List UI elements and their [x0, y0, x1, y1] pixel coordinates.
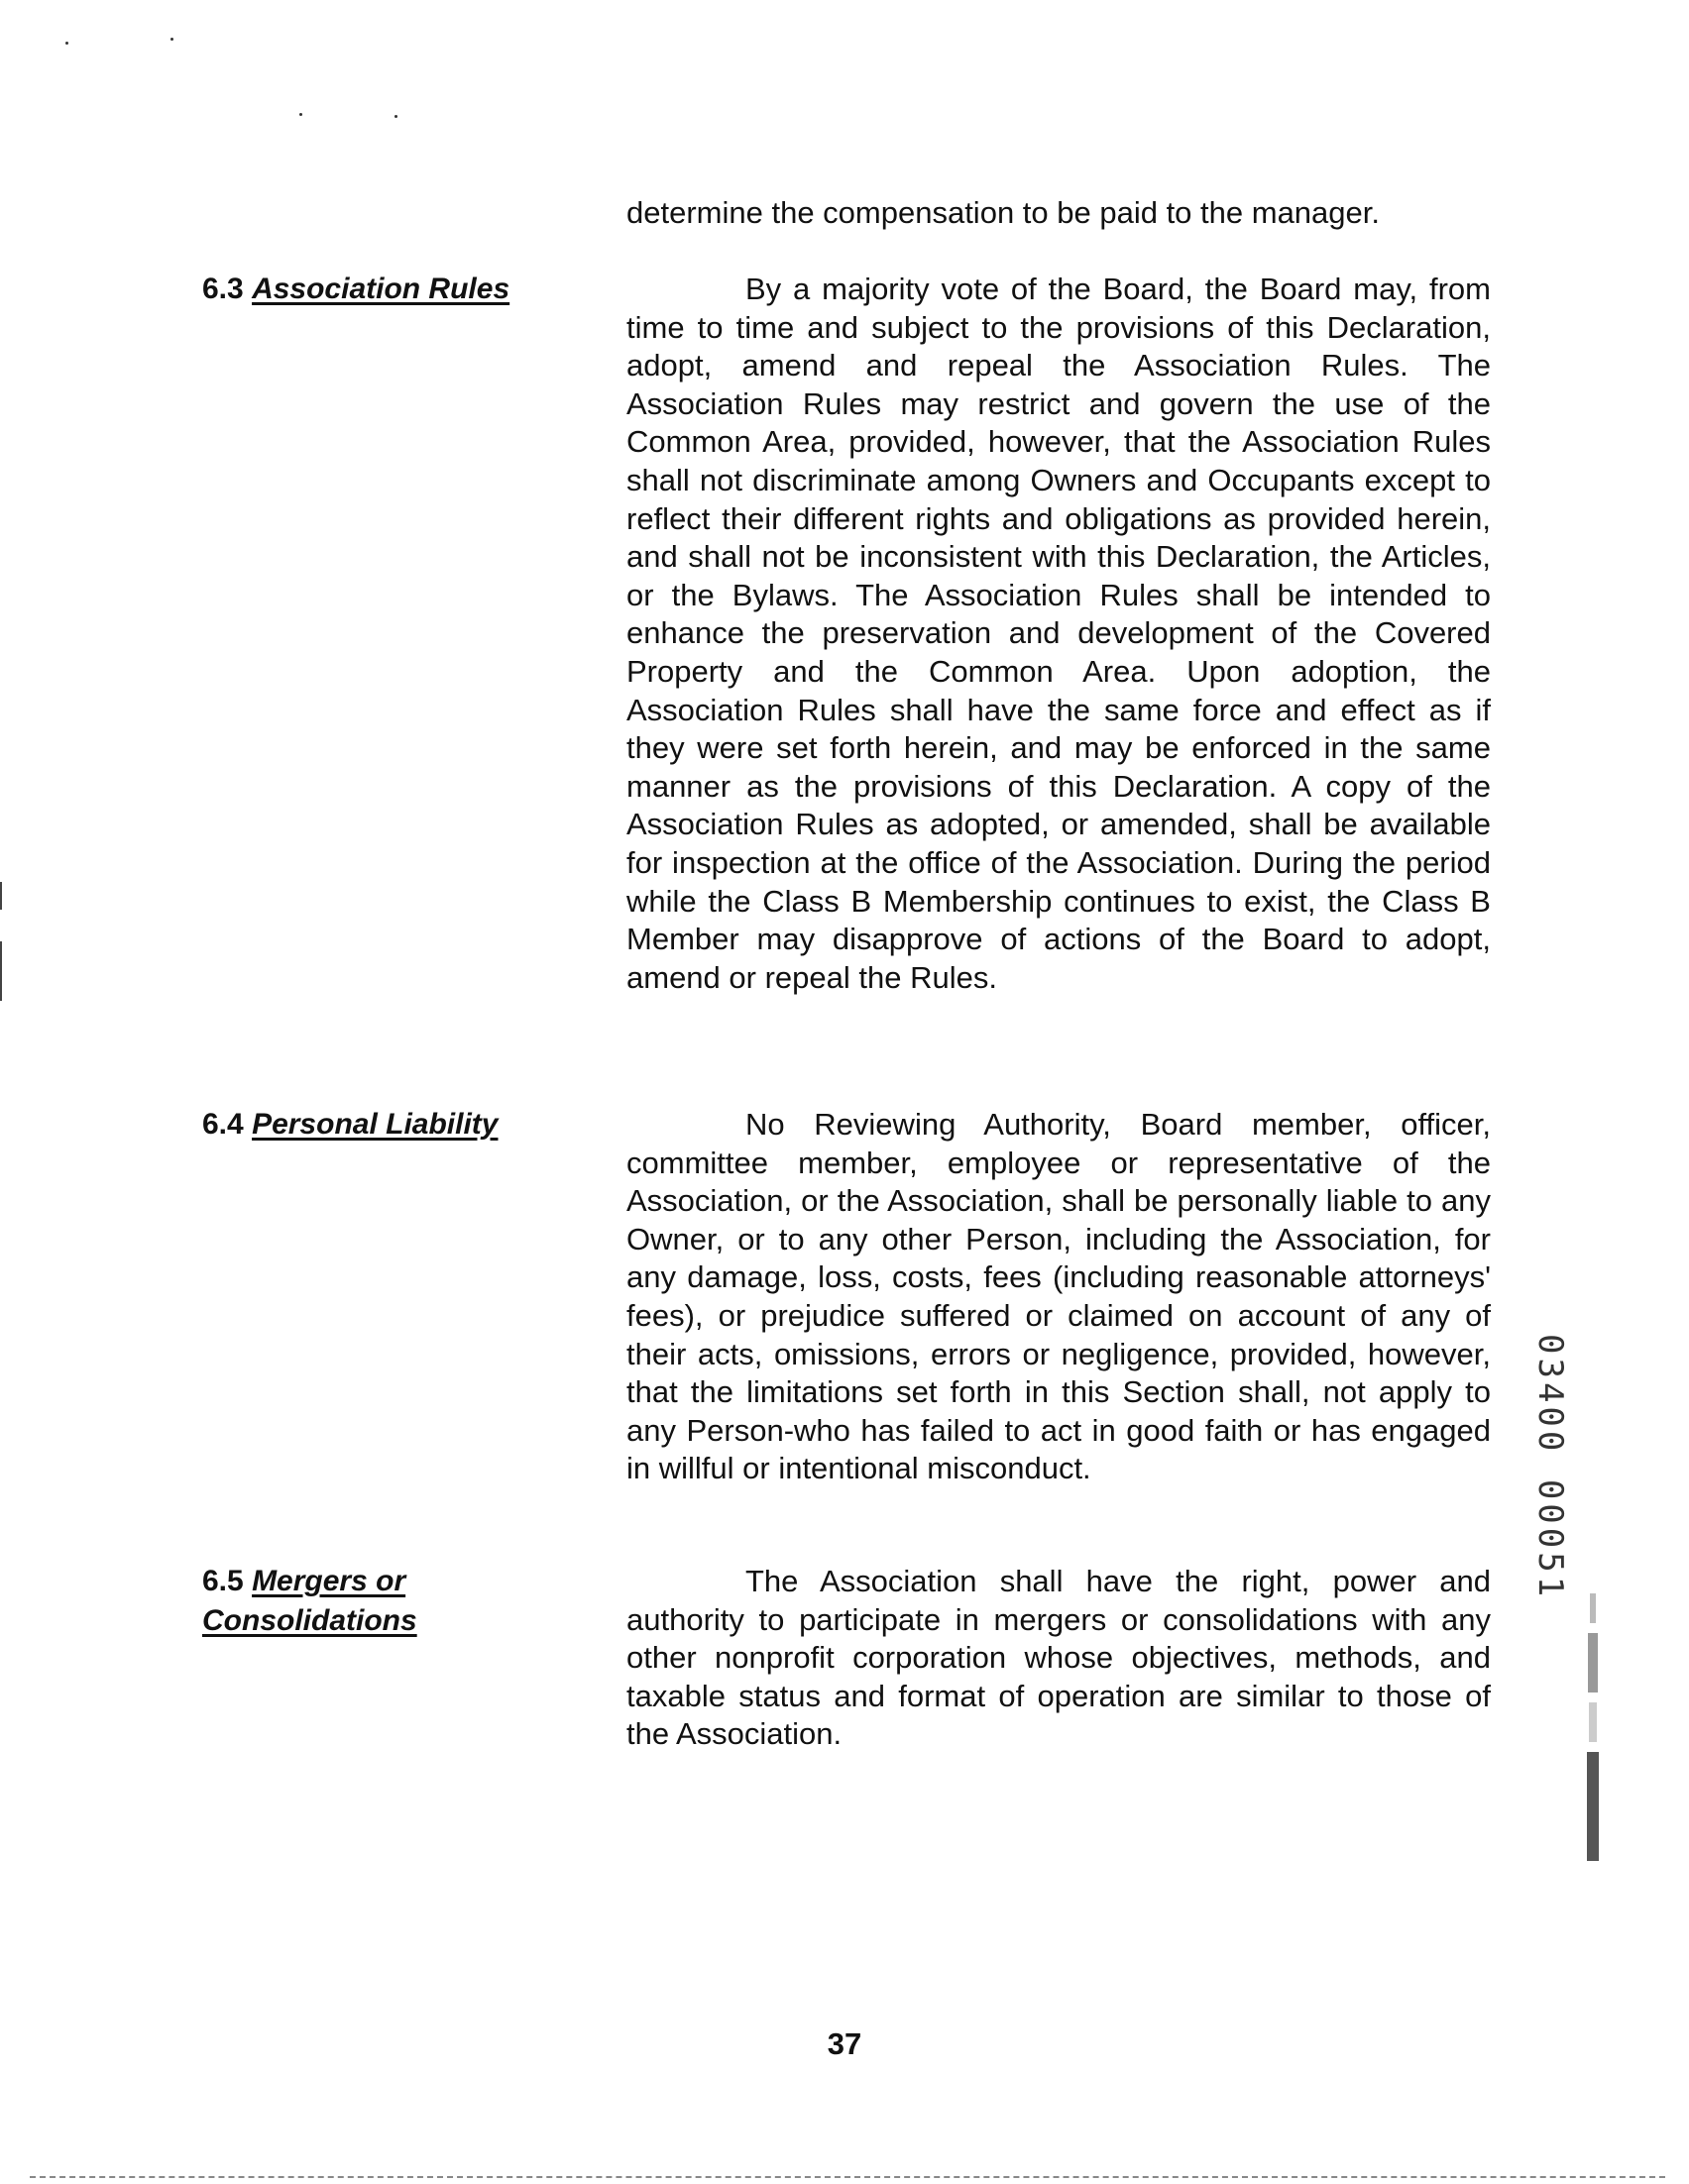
section-number: 6.4 [202, 1108, 244, 1141]
section-heading [202, 270, 559, 309]
section-title: Mergers or Consolidations [202, 1565, 417, 1637]
scan-edge-mark [0, 882, 2, 910]
scan-speck [170, 38, 173, 41]
section-number: 6.3 [202, 273, 244, 305]
page-number: 37 [827, 2026, 862, 2061]
continuation-text: determine the compensation to be paid to the manager. [626, 195, 1380, 230]
section-number: 6.5 [202, 1565, 244, 1597]
scan-artifact-mark [1582, 1593, 1604, 1871]
section-heading [202, 1105, 559, 1145]
section-title: Personal Liability [252, 1108, 499, 1141]
section-body: No Reviewing Authority, Board member, officer, committee member, employee or representative of the Association, or the Association, shall be personally liable to any Owner, or to any other Person, including the Association, for any damage, loss, costs, fees (including reasonable attorneys' fees), or prejudice suffered or claimed on account of any of their acts, omissions, errors or negligence, provided, however, that the limitations set forth in this Section shall, not apply to any Person-who has failed to act in good faith or has engaged in willful or intentional misconduct. [626, 1107, 1491, 1486]
section-body: By a majority vote of the Board, the Board may, from time to time and subject to the provisions of this Declaration, adopt, amend and repeal the Association Rules. The Association Rules may restrict and govern the use of the Common Area, provided, however, that the Association Rules shall not discriminate among Owners and Occupants except to reflect their different rights and obligations as provided herein, and shall not be inconsistent with this Declaration, the Articles, or the Bylaws. The Association Rules shall be intended to enhance the preservation and development of the Covered Property and the Common Area. Upon adoption, the Association Rules shall have the same force and effect as if they were set forth herein, and may be enforced in the same manner as the provisions of this Declaration. A copy of the Association Rules as adopted, or amended, shall be available for inspection at the office of the Association. During the period while the Class B Membership continues to exist, the Class B Member may disapprove of actions of the Board to adopt, amend or repeal the Rules. [626, 272, 1491, 995]
scan-speck [299, 113, 302, 116]
recording-stamp-number: 03400 00051 [1530, 1334, 1570, 1601]
scan-speck [65, 42, 68, 45]
section-heading [202, 1562, 500, 1641]
section-body: The Association shall have the right, power and authority to participate in mergers or consolidations with any other nonprofit corporation whose objectives, methods, and taxable status and format of operation are similar to those of the Association. [626, 1564, 1491, 1752]
scan-speck [394, 115, 397, 118]
section-title: Association Rules [252, 273, 510, 305]
scan-bottom-edge [30, 2176, 1665, 2178]
scan-edge-mark [0, 941, 2, 1001]
